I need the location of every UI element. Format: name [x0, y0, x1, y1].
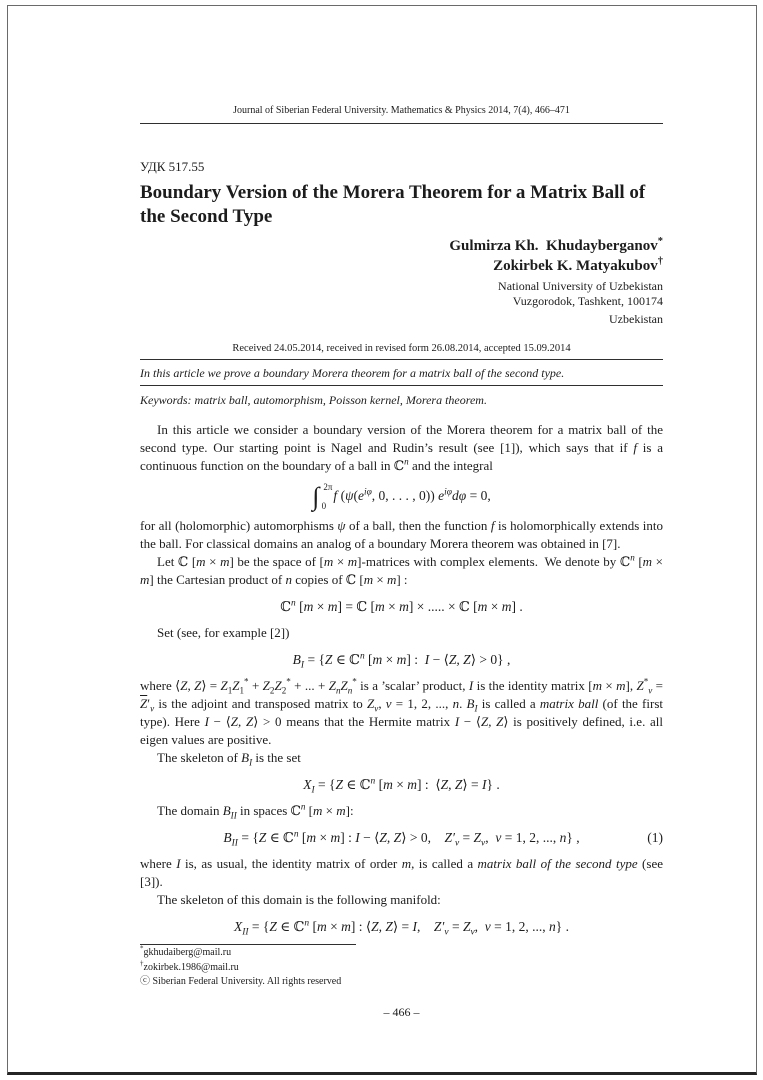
paragraph: where I is, as usual, the identity matrix of order m, is called a matrix ball of the second type (see [3]).	[140, 856, 663, 889]
paragraph: Set (see, for example [2])	[157, 625, 290, 640]
journal-header	[140, 104, 663, 124]
affiliation-line: Vuzgorodok, Tashkent, 100174	[512, 294, 663, 308]
display-equation: $X_{II} = \{Z$ ∈ ℂ$^n$ [m × m] : ⟨Z, Z⟩ = I, $Z'_v = Z_\nu$, ν = 1, 2, ..., n} .	[233, 918, 570, 938]
received-line: Received 24.05.2014, received in revised form 26.08.2014, accepted 15.09.2014	[232, 343, 571, 354]
keywords-line: Keywords: matrix ball, automorphism, Poisson kernel, Morera theorem.	[140, 393, 487, 407]
abstract-text: In this article we prove a boundary Morera theorem for a matrix ball of the second type.	[140, 366, 565, 380]
abstract-top-rule	[140, 359, 663, 360]
abstract-bottom-rule	[140, 385, 663, 386]
equation-body: $B_{II} = \{Z$ ∈ ℂ$^n$ [m × m] : I − ⟨Z, Z⟩ > 0, $Z'_v = Z_\nu$, ν = 1, 2, ..., n} ,	[223, 829, 580, 849]
paragraph: Let ℂ [m × m] be the space of [m × m]-matrices with complex elements. We denote by ℂ$^n$ [m × m] the Cartesian product of n copies of ℂ [m × m] :	[140, 552, 663, 587]
author-name: Zokirbek K. Matyakubov†	[493, 255, 663, 274]
paragraph: The skeleton of $B_I$ is the set	[157, 750, 301, 768]
affiliation-line: National University of Uzbekistan	[498, 279, 663, 293]
display-equation: $X_I = \{Z$ ∈ ℂ$^n$ [m × m] : ⟨Z, Z⟩ = I} .	[303, 776, 500, 796]
paragraph: for all (holomorphic) automorphisms ψ of a ball, then the function f is holomorphically extends into the ball. For classical domains an analog of a boundary Morera theorem was obtained in [7].	[140, 518, 663, 551]
udk-label: УДК 517.55	[140, 159, 205, 174]
paper-title: Boundary Version of the Morera Theorem for a Matrix Ball of the Second Type	[140, 182, 646, 227]
author-affiliation	[140, 279, 663, 327]
author-name: Gulmirza Kh. Khudayberganov*	[449, 236, 663, 254]
equation-number: (1)	[647, 830, 663, 845]
affiliation-line: Uzbekistan	[609, 312, 663, 326]
journal-header-text: Journal of Siberian Federal University. Mathematics & Physics 2014, 7(4), 466–471	[233, 105, 570, 116]
footnote-copyright: ⓒ Siberian Federal University. All rights reserved	[140, 976, 342, 987]
footnote-email: *gkhudaiberg@mail.ru	[140, 944, 232, 958]
paragraph: The domain $B_{II}$ in spaces ℂ$^n$ [m × m]:	[157, 801, 354, 821]
display-equation	[140, 828, 663, 847]
footnote-rule	[140, 944, 356, 945]
paragraph: where ⟨Z, Z⟩ = $Z_1Z_1^* + Z_2Z_2^*$ + ... + $Z_nZ_n^*$ is a ’scalar’ product, I is the identity matrix [m × m], $Z^*_\nu = \overline{Z}'_v$ is the adjoint and transposed matrix to $Z_\nu$, ν = 1, 2, ..., n. $B_I$ is called a matrix ball (of the first type). Here I − ⟨Z, Z⟩ > 0 means that the Hermite matrix I − ⟨Z, Z⟩ is positively defined, i.e. all eigen values are positive.	[140, 676, 664, 747]
paragraph: The skeleton of this domain is the following manifold:	[157, 892, 441, 907]
footnote-email: †zokirbek.1986@mail.ru	[140, 959, 239, 973]
page-content	[140, 0, 663, 1021]
paragraph: In this article we consider a boundary version of the Morera theorem for a matrix ball of the second type. Our starting point is Nagel and Rudin’s result (see [1]), which says that if f is a continuous function on the boundary of a ball in ℂ$^n$ and the integral	[140, 422, 663, 473]
display-equation: ∫ 2π 0 f ($\psi(e^{i\varphi}$, 0, . . . , 0)) $e^{i\varphi}d\varphi = 0$,	[312, 481, 491, 511]
authors-block	[140, 237, 663, 276]
display-equation: ℂ$^n$ [m × m] = ℂ [m × m] × ..... × ℂ [m × m] .	[280, 598, 523, 614]
display-equation: $B_I = \{Z$ ∈ ℂ$^n$ [m × m] : I − ⟨Z, Z⟩ > 0} ,	[292, 651, 511, 671]
page-number: – 466 –	[383, 1004, 420, 1019]
